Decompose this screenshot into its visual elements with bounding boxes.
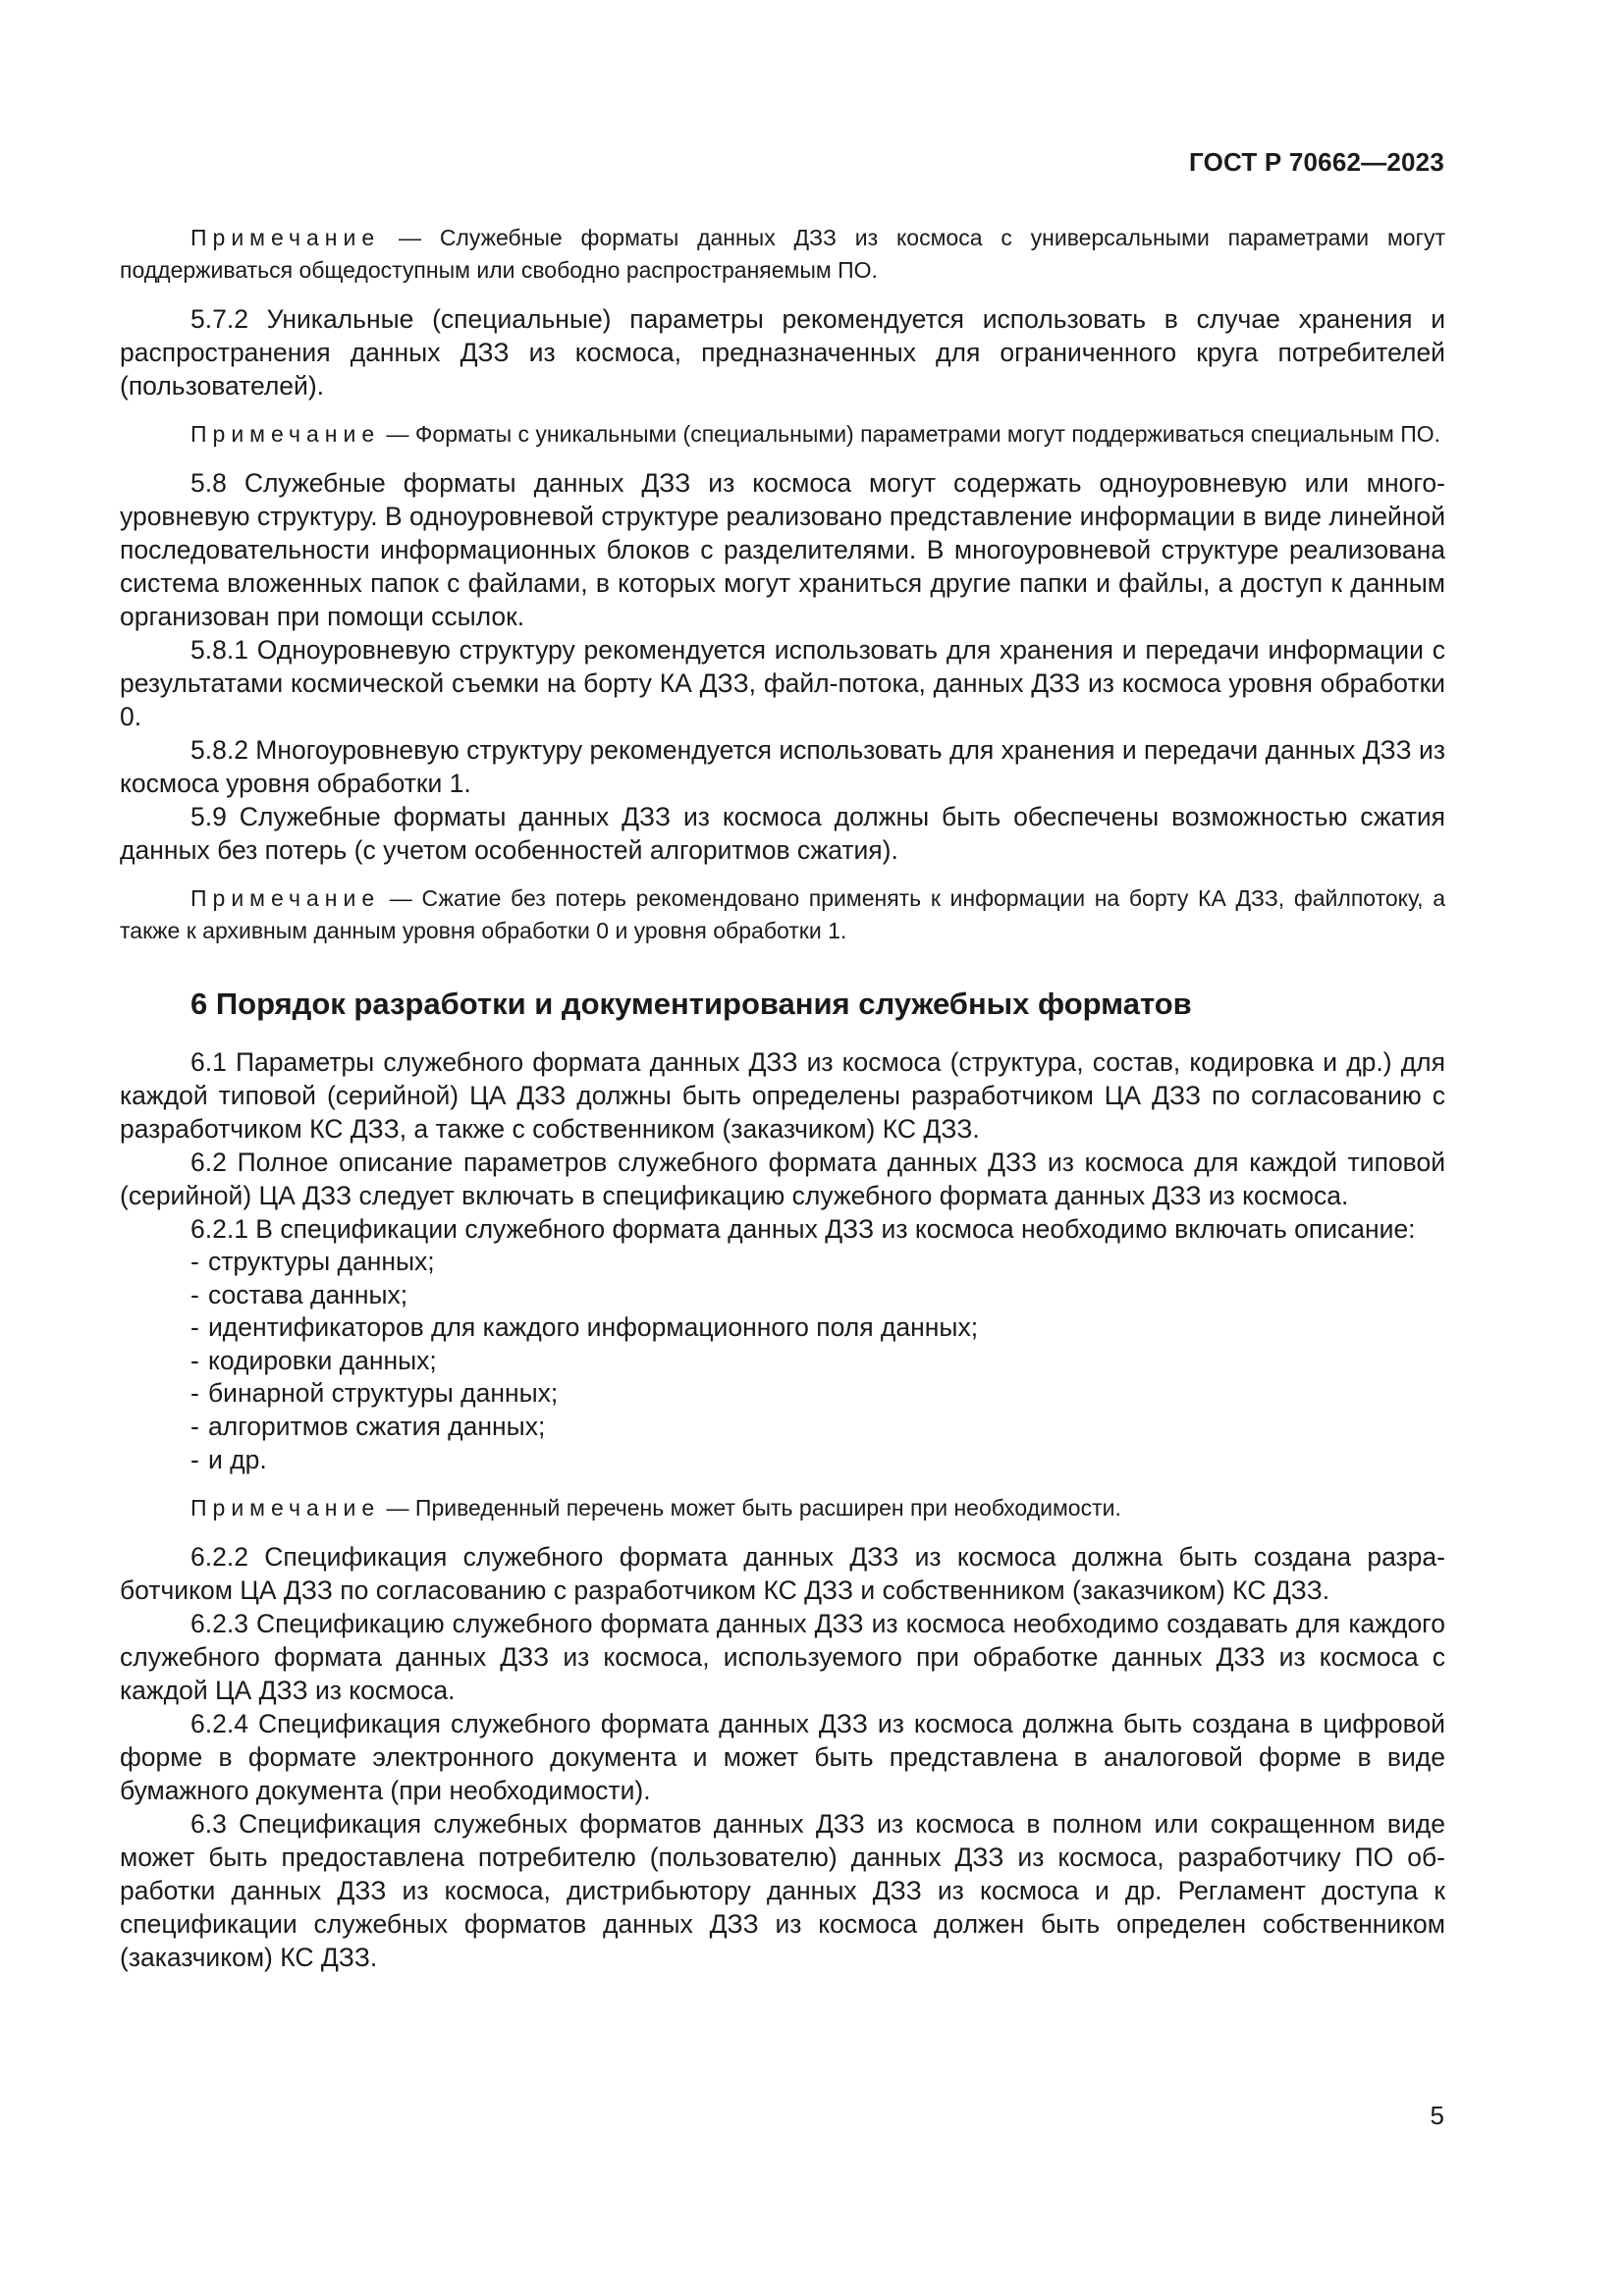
list-item: - кодировки данных; [190,1345,437,1375]
note-label: Примечание [190,885,381,911]
note-text: — Форматы с уникальными (специальными) параметрами могут поддерживаться специальным ПО. [380,421,1441,447]
requirements-list [120,1246,1445,1476]
paragraph-5-9: 5.9 Служебные форматы данных ДЗЗ из космоса должны быть обеспечены возможностью сжатия данных без потерь (с учетом особенностей алгоритмов сжатия). [120,802,1445,865]
document-number: ГОСТ Р 70662—2023 [1189,147,1444,177]
page-content [120,222,1445,1974]
note-paragraph [120,418,1445,451]
note-label: Примечание [190,225,381,250]
note-paragraph [120,882,1445,947]
paragraph-6-2-3: 6.2.3 Спецификацию служебного формата данных ДЗЗ из космоса необходимо создавать для каждого служебного формата данных ДЗЗ из космоса, используемого при обработке данных ДЗЗ из космоса с каждой ЦА ДЗЗ из космоса. [120,1609,1445,1706]
paragraph-6-1: 6.1 Параметры служебного формата данных ДЗЗ из космоса (структура, состав, кодировка и др.) для каждой типовой (серийной) ЦА ДЗЗ должны быть определены разработчиком ЦА ДЗЗ по согласованию с разработчиком КС ДЗЗ, а также с собственником (заказчиком) КС ДЗЗ. [120,1047,1445,1144]
list-item: - структуры данных; [190,1247,435,1276]
list-item: - и др. [190,1444,267,1474]
paragraph-6-2-4: 6.2.4 Спецификация служебного формата данных ДЗЗ из космоса должна быть создана в цифровой форме в формате электронного документа и может быть представлена в аналоговой форме в виде бумажного документа (при необходимости). [120,1709,1445,1806]
note-text: — Служебные форматы данных ДЗЗ из космоса с универсальными параметрами могут поддерживаться общедоступным или свободно распространяемым ПО. [120,225,1445,283]
note-text: — Сжатие без потерь рекомендовано применять к информации на борту КА ДЗЗ, файлпотоку, а также к архивным данным уровня обработки 0 и уровня обработки 1. [120,885,1445,943]
note-text: — Приведенный перечень может быть расширен при необходимости. [380,1495,1121,1522]
paragraph-6-2: 6.2 Полное описание параметров служебного формата данных ДЗЗ из космоса для каждой типовой (серийной) ЦА ДЗЗ следует включать в спецификацию служебного формата данных ДЗЗ из космоса. [120,1148,1445,1210]
list-item: - бинарной структуры данных; [190,1378,559,1409]
paragraph-5-8: 5.8 Служебные форматы данных ДЗЗ из космоса могут содержать одноуровневую или многоуровневую структуру. В одноуровневой структуре реализовано представление информации в виде линейной последовательности информационных блоков с разделителями. В многоуровневой структуре реализована система вложенных папок с файлами, в которых могут храниться другие папки и файлы, а доступ к данным организован при помощи ссылок. [120,468,1445,631]
note-paragraph [120,222,1445,287]
note-label: Примечание [190,1495,381,1522]
list-item: - идентификаторов для каждого информационного поля данных; [190,1312,979,1343]
paragraph-6-3: 6.3 Спецификация служебных форматов данных ДЗЗ из космоса в полном или сокращенном виде может быть предоставлена потребителю (пользователю) данных ДЗЗ из космоса, разработчику ПО обработки данных ДЗЗ из космоса, дистрибьютору данных ДЗЗ из космоса и др. Регламент доступа к спецификации служебных форматов данных ДЗЗ из космоса должен быть определен собственником (заказчиком) КС ДЗЗ. [120,1809,1445,1973]
section-heading: 6 Порядок разработки и документирования служебных форматов [190,987,1192,1021]
note-paragraph [120,1492,1445,1524]
paragraph-5-7-2: 5.7.2 Уникальные (специальные) параметры рекомендуется использовать в случае хранения и распространения данных ДЗЗ из космоса, предназначенных для ограниченного круга потребителей (пользователей). [120,304,1445,400]
note-label: Примечание [190,421,381,447]
list-item: - состава данных; [190,1279,408,1309]
paragraph-5-8-2: 5.8.2 Многоуровневую структуру рекомендуется использовать для хранения и передачи данных ДЗЗ из космоса уровня обработки 1. [120,735,1446,798]
page-number: 5 [1430,2101,1444,2130]
paragraph-6-2-1: 6.2.1 В спецификации служебного формата данных ДЗЗ из космоса необходимо включать описание: [190,1214,1416,1244]
paragraph-6-2-2: 6.2.2 Спецификация служебного формата данных ДЗЗ из космоса должна быть создана разработчиком ЦА ДЗЗ по согласованию с разработчиком КС ДЗЗ и собственником (заказчиком) КС ДЗЗ. [120,1542,1445,1606]
paragraph-5-8-1: 5.8.1 Одноуровневую структуру рекомендуется использовать для хранения и передачи информации с результатами космической съемки на борту КА ДЗЗ, файл-потока, данных ДЗЗ из космоса уровня обработки 0. [120,635,1445,731]
list-item: - алгоритмов сжатия данных; [190,1411,546,1441]
